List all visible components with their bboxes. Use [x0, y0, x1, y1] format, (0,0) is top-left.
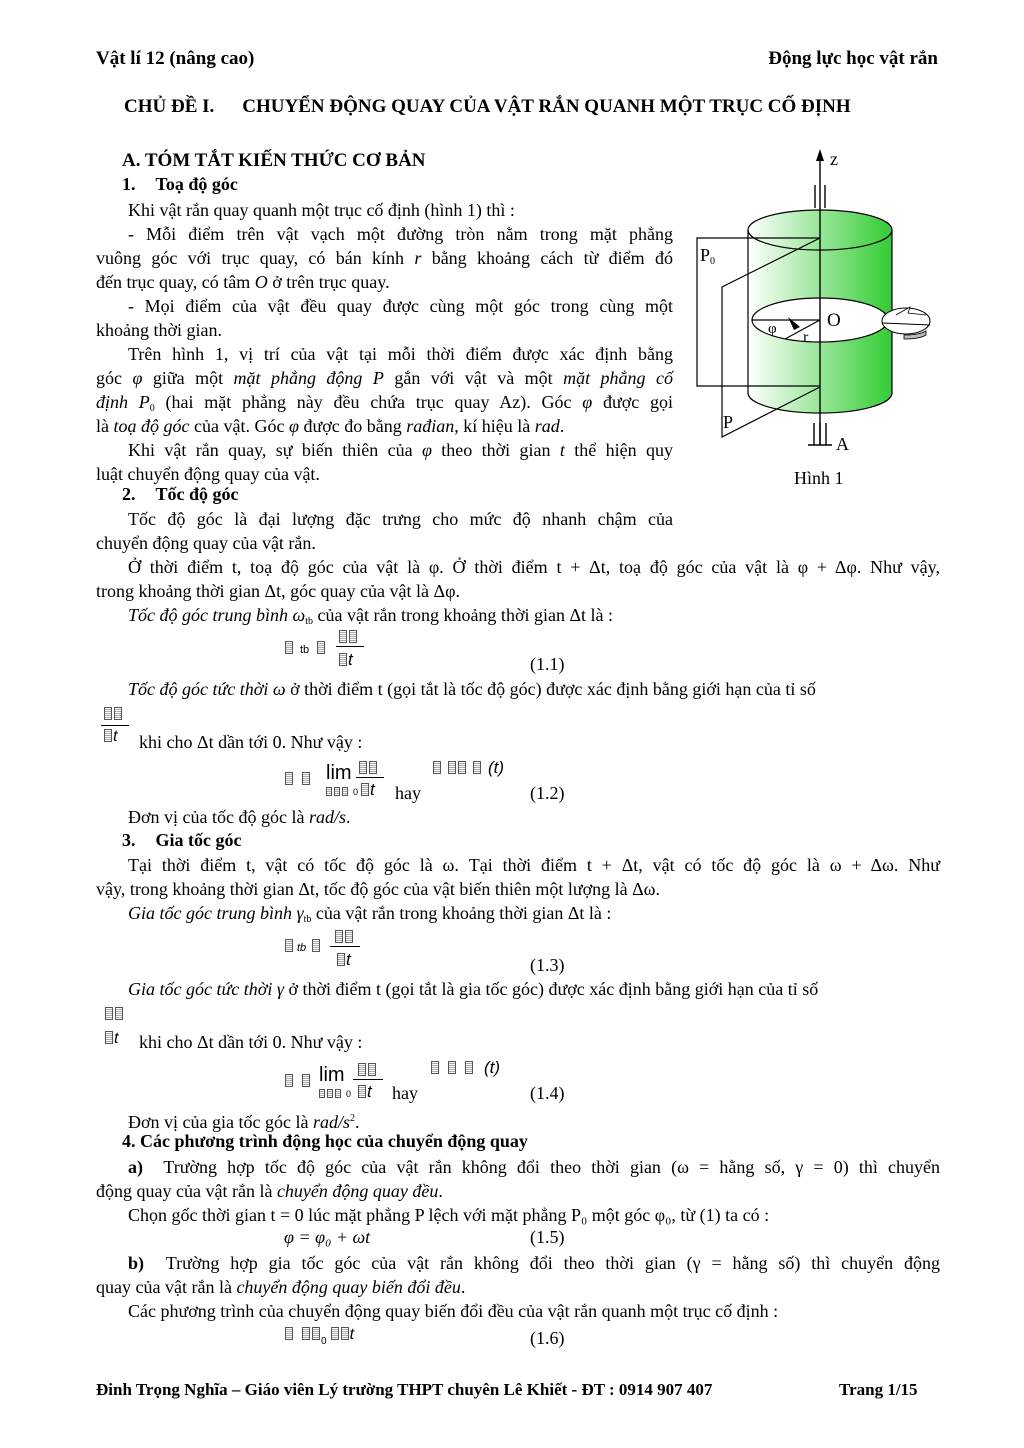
label-z: z [830, 149, 838, 169]
paragraph: Khi vật rắn quay quanh một trục cố định (hình 1) thì : [128, 200, 515, 220]
equation-connector: hay [392, 1083, 418, 1103]
equation-number: (1.1) [530, 654, 565, 674]
fraction: t [330, 924, 360, 970]
fraction: t [356, 755, 384, 801]
equation-1-5: φ = φ₀ + ωt [284, 1227, 371, 1247]
paragraph: Gia tốc góc tức thời γ ở thời điểm t (gọi tắt là gia tốc góc) được xác định bằng giới hạn của tỉ số [128, 979, 819, 999]
label-a: A [836, 434, 849, 454]
derivative-form: (t) [430, 1058, 500, 1078]
equation-1-1: tb [284, 640, 326, 658]
equation-number: (1.5) [530, 1227, 565, 1247]
paragraph: luật chuyển động quay của vật. [96, 464, 320, 484]
equation-1-3: tb [284, 938, 321, 956]
section-2-heading: 2. Tốc độ góc [122, 484, 239, 504]
limit-subscript: 0 [325, 787, 358, 797]
paragraph: góc φ giữa một mặt phẳng động P gắn với vật và một mặt phẳng cố [96, 368, 673, 388]
equation-1-4 [284, 1070, 311, 1091]
equation-1-2 [284, 768, 311, 789]
fraction: t [353, 1057, 383, 1103]
paragraph: Tốc độ góc tức thời ω ở thời điểm t (gọi tắt là tốc độ góc) được xác định bằng giới hạn của tỉ số [128, 679, 816, 699]
section-1-heading [122, 174, 238, 195]
paragraph: Gia tốc góc trung bình $\gamma_{tb}$ của vật rắn trong khoảng thời gian Δt là : [128, 903, 612, 925]
paragraph: là toạ độ góc của vật. Góc φ được đo bằng rađian, kí hiệu là rad. [96, 416, 565, 436]
header-right: Động lực học vật rắn [768, 48, 938, 69]
paragraph: khoảng thời gian. [96, 320, 222, 340]
label-p0: P0 [700, 245, 716, 267]
figure-caption: Hình 1 [794, 468, 844, 488]
paragraph: - Mỗi điểm trên vật vạch một đường tròn nằm trong mặt phẳng [128, 224, 673, 244]
paragraph: Tốc độ góc trung bình $\omega_{tb}$ của vật rắn trong khoảng thời gian Δt là : [128, 605, 614, 627]
paragraph: khi cho Δt dần tới 0. Như vậy : [139, 732, 363, 752]
equation-1-6: $_0$ t [284, 1326, 354, 1347]
equation-number: (1.3) [530, 955, 565, 975]
paragraph: b) Trường hợp gia tốc góc của vật rắn không đổi theo thời gian (γ = hằng số) thì chuyển động [128, 1253, 940, 1273]
fraction: t [336, 624, 364, 670]
section-title: Toạ độ góc [155, 174, 238, 194]
section-4-heading: 4. Các phương trình động học của chuyển động quay [122, 1131, 528, 1151]
paragraph: Ở thời điểm t, toạ độ góc của vật là φ. Ở thời điểm t + Δt, toạ độ góc của vật là φ + Δφ. Như vậy, [128, 557, 940, 577]
equation-number: (1.2) [530, 783, 565, 803]
paragraph: chuyển động quay của vật rắn. [96, 533, 316, 553]
equation-number: (1.6) [530, 1328, 565, 1348]
paragraph: Tốc độ góc là đại lượng đặc trưng cho mức độ nhanh chậm của [128, 509, 673, 529]
chapter-label: CHỦ ĐỀ I. [124, 96, 215, 117]
limit-operator: lim [326, 762, 352, 784]
section-number: 1. [122, 174, 136, 194]
derivative-form: (t) [432, 758, 504, 778]
paragraph: vuông góc với trục quay, có bán kính r bằng khoảng cách từ điểm đó [96, 248, 673, 268]
paragraph: Khi vật rắn quay, sự biến thiên của φ theo thời gian t thể hiện quy [128, 440, 673, 460]
label-o: O [827, 310, 841, 331]
section-a-heading: A. TÓM TẮT KIẾN THỨC CƠ BẢN [122, 150, 426, 171]
paragraph: - Mọi điểm của vật đều quay được cùng một góc trong cùng một [128, 296, 673, 316]
paragraph: định $P_0$ (hai mặt phẳng này đều chứa trục quay Az). Góc φ được gọi [96, 392, 674, 414]
paragraph: Đơn vị của gia tốc góc là rad/$s^2$. [128, 1112, 360, 1132]
limit-operator: lim [319, 1064, 345, 1086]
footer-author: Đinh Trọng Nghĩa – Giáo viên Lý trường THPT chuyên Lê Khiết - ĐT : 0914 907 407 [96, 1380, 713, 1399]
equation-number: (1.4) [530, 1083, 565, 1103]
chapter-title: CHUYỂN ĐỘNG QUAY CỦA VẬT RẮN QUANH MỘT TRỤC CỐ ĐỊNH [242, 96, 851, 117]
rotating-cylinder-diagram [690, 145, 940, 475]
paragraph: động quay của vật rắn là chuyển động quay đều. [96, 1181, 443, 1201]
paragraph: a) Trường hợp tốc độ góc của vật rắn không đổi theo thời gian (ω = hằng số, γ = 0) thì chuyển [128, 1157, 941, 1177]
fraction-numerator [104, 1003, 124, 1024]
paragraph: đến trục quay, có tâm O ở trên trục quay. [96, 272, 390, 292]
paragraph: Tại thời điểm t, vật có tốc độ góc là ω. Tại thời điểm t + Δt, vật có tốc độ góc là ω + Δω. Như [128, 855, 940, 875]
fraction: t [101, 703, 129, 747]
page-number: Trang 1/15 [839, 1380, 918, 1399]
paragraph: vậy, trong khoảng thời gian Δt, tốc độ góc của vật biến thiên một lượng là Δω. [96, 879, 661, 899]
paragraph: Đơn vị của tốc độ góc là rad/s. [128, 807, 351, 827]
page-title [124, 96, 851, 118]
label-r: r [803, 329, 809, 346]
fraction-denominator: t [104, 1030, 118, 1048]
paragraph: Các phương trình của chuyển động quay biến đổi đều của vật rắn quanh một trục cố định : [128, 1301, 779, 1321]
label-p: P [723, 412, 734, 432]
paragraph: quay của vật rắn là chuyển động quay biến đổi đều. [96, 1277, 466, 1297]
figure-1 [690, 145, 940, 505]
paragraph: khi cho Δt dần tới 0. Như vậy : [139, 1032, 363, 1052]
paragraph: Chọn gốc thời gian t = 0 lúc mặt phẳng P lệch với mặt phẳng P₀ một góc φ₀, từ (1) ta có : [128, 1205, 770, 1225]
header-left: Vật lí 12 (nâng cao) [96, 48, 255, 69]
paragraph: trong khoảng thời gian Δt, góc quay của vật là Δφ. [96, 581, 460, 601]
equation-connector: hay [395, 783, 421, 803]
section-3-heading: 3. Gia tốc góc [122, 830, 242, 850]
paragraph: Trên hình 1, vị trí của vật tại mỗi thời điểm được xác định bằng [128, 344, 673, 364]
limit-subscript: 0 [318, 1089, 351, 1099]
arrow-up-icon [816, 149, 824, 161]
label-phi: φ [768, 321, 777, 337]
